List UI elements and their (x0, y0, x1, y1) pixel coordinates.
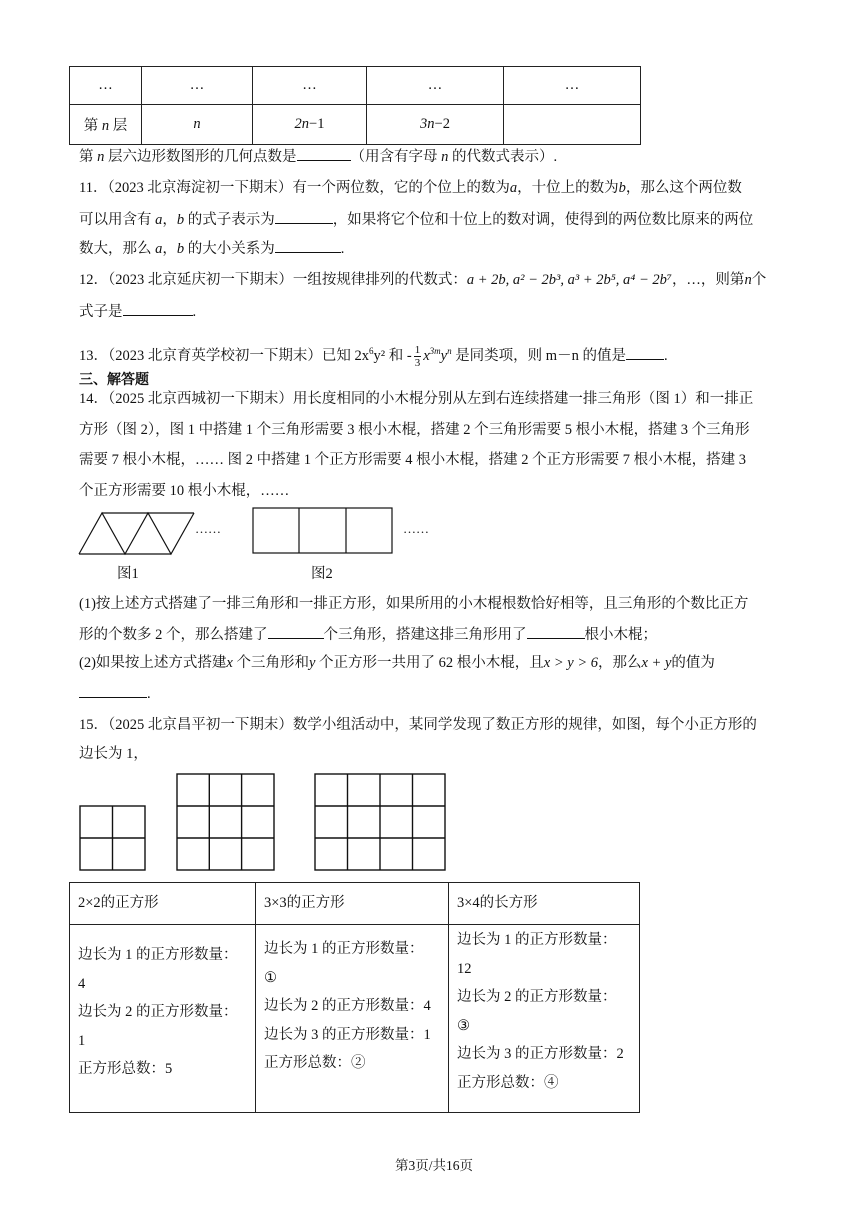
q11-line-1: 11．（2023 北京海淀初一下期末）有一个两位数，它的个位上的数为a，十位上的数为b，那么这个两位数 (79, 180, 742, 196)
table-cell: 3n−2 (367, 105, 504, 145)
q12-line-1: 12．（2023 北京延庆初一下期末）一组按规律排列的代数式：a + 2b, a² − 2b³, a³ + 2b⁵, a⁴ − 2b⁷，…，则第n个 (79, 272, 767, 288)
fraction-one-third: $\frac{1}{3}$ (414, 344, 421, 369)
table-cell-3x3: 边长为 1 的正方形数量： ① 边长为 2 的正方形数量：4 边长为 3 的正方形数量：1 正方形总数：② (256, 925, 449, 1113)
answer-blank[interactable] (527, 624, 585, 639)
answer-blank[interactable] (626, 345, 664, 360)
answer-blank[interactable] (79, 683, 147, 698)
figure-1-label: 图1 (117, 566, 139, 582)
table-cell: … (70, 67, 142, 105)
answer-blank[interactable] (275, 209, 333, 224)
table-header: 2×2的正方形 (70, 883, 256, 925)
q14-line-2: 方形（图 2），图 1 中搭建 1 个三角形需要 3 根小木棍，搭建 2 个三角形需要 5 根小木棍，搭建 3 个三角形 (79, 422, 750, 438)
q15-line-2: 边长为 1， (79, 746, 148, 762)
q15-line-1: 15．（2025 北京昌平初一下期末）数学小组活动中，某同学发现了数正方形的规律，如图，每个小正方形的 (79, 717, 757, 733)
table-cell: … (367, 67, 504, 105)
figure-2-squares (252, 507, 394, 555)
grid-3x3 (176, 773, 276, 871)
q12-line-2: 式子是 . (79, 301, 196, 322)
q14-part1-line-2: 形的个数多 2 个，那么搭建了 个三角形，搭建这排三角形用了 根小木棍； (79, 624, 657, 645)
table-cell: … (504, 67, 641, 105)
answer-blank[interactable] (268, 624, 324, 639)
table-header: 3×4的长方形 (449, 883, 640, 925)
table-cell-empty (504, 105, 641, 145)
grid-3x4 (314, 773, 447, 871)
q13-question: 13．（2023 北京育英学校初一下期末）已知 $2x^6y^2$ 和 - $\frac{1}{3}$ $x^{3m}y^n$ 是同类项，则 m－n 的值是 . (79, 344, 668, 369)
hexagon-number-table (69, 66, 641, 145)
answer-blank[interactable] (297, 146, 351, 161)
table-cell: … (142, 67, 253, 105)
answer-blank[interactable] (275, 238, 341, 253)
q14-line-3: 需要 7 根小木棍，…… 图 2 中搭建 1 个正方形需要 4 根小木棍，搭建 2 个正方形需要 7 根小木棍，搭建 3 (79, 452, 746, 468)
answer-blank[interactable] (123, 301, 193, 316)
expression-sequence: a + 2b, a² − 2b³, a³ + 2b⁵, a⁴ − 2b⁷ (466, 272, 672, 288)
table-header: 3×3的正方形 (256, 883, 449, 925)
table-cell: n (142, 105, 253, 145)
table-cell: … (253, 67, 367, 105)
q11-line-2: 可以用含有 a，b 的式子表示为 ，如果将它个位和十位上的数对调，使得到的两位数比原来的两位 (79, 209, 753, 230)
q11-line-3: 数大，那么 a，b 的大小关系为 . (79, 238, 344, 259)
q14-part2-line-1: (2)如果按上述方式搭建x 个三角形和y 个正方形一共用了 62 根小木棍，且x > y > 6，那么x + y的值为 (79, 655, 715, 671)
continuation-dots: …… (195, 521, 221, 536)
square-count-table (69, 882, 640, 1113)
table-cell-2x2: 边长为 1 的正方形数量： 4 边长为 2 的正方形数量： 1 正方形总数：5 (70, 925, 256, 1113)
q14-part2-line-2: . (79, 683, 151, 704)
table-cell: 2n−1 (253, 105, 367, 145)
q14-line-1: 14．（2025 北京西城初一下期末）用长度相同的小木棍分别从左到右连续搭建一排三角形（图 1）和一排正 (79, 391, 754, 407)
q10-question-tail: 第 n 层六边形数图形的几何点数是 （用含有字母 n 的代数式表示）. (79, 146, 557, 167)
q14-part1-line-1: (1)按上述方式搭建了一排三角形和一排正方形，如果所用的小木棍根数恰好相等，且三角形的个数比正方 (79, 596, 749, 612)
table-cell-layer-n: 第 n 层 (70, 105, 142, 145)
page-footer: 第3页/共16页 (394, 1158, 473, 1173)
continuation-dots: …… (403, 521, 429, 536)
figure-2-label: 图2 (311, 566, 333, 582)
q14-line-4: 个正方形需要 10 根小木棍，…… (79, 483, 290, 499)
figure-1-triangles (78, 510, 198, 556)
section-heading: 三、解答题 (79, 371, 149, 387)
table-cell-3x4: 边长为 1 的正方形数量： 12 边长为 2 的正方形数量： ③ 边长为 3 的正方形数量：2 正方形总数：④ (449, 925, 640, 1113)
grid-2x2 (79, 805, 147, 871)
